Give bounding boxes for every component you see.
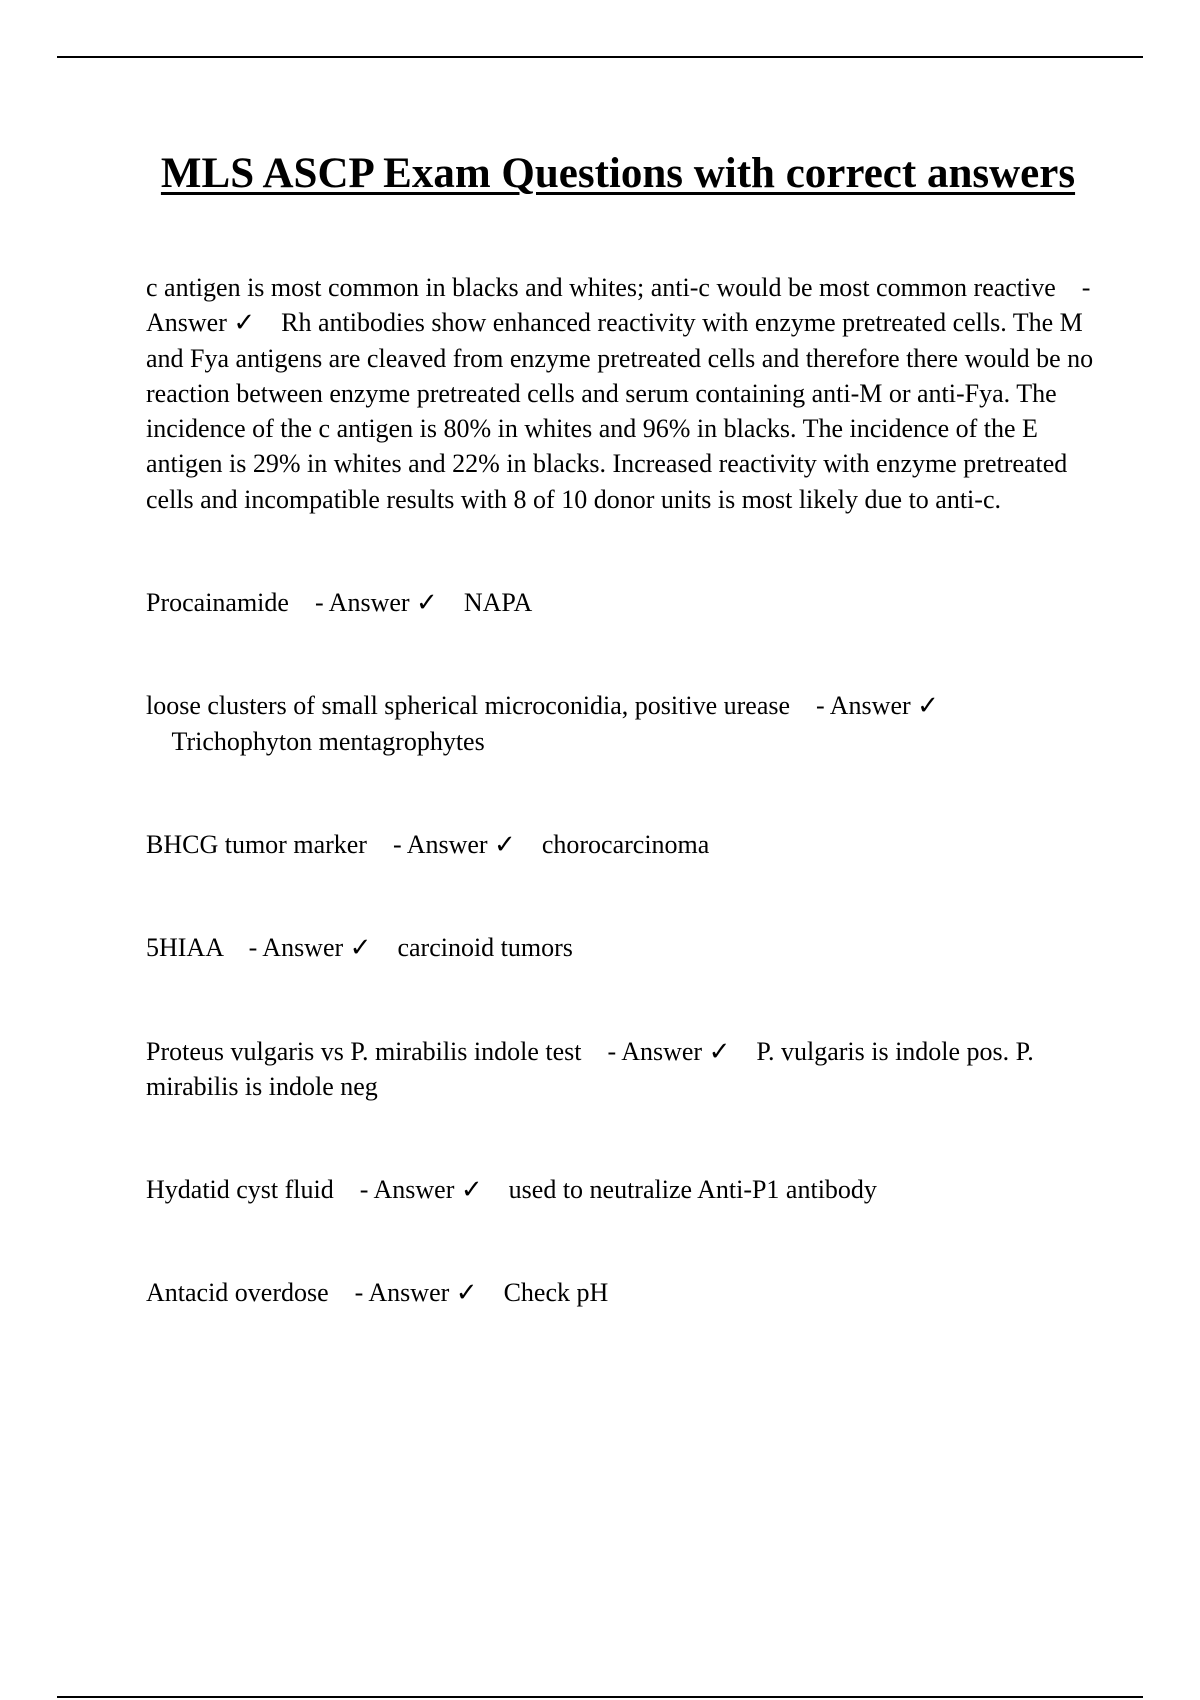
question-text: loose clusters of small spherical microconidia, positive urease	[146, 691, 791, 721]
question-text: 5HIAA	[146, 933, 223, 963]
answer-text: carcinoid tumors	[397, 933, 573, 963]
answer-marker: - Answer ✓	[314, 588, 438, 618]
question-text: Proteus vulgaris vs P. mirabilis indole test	[146, 1036, 582, 1066]
qa-item	[146, 585, 1096, 620]
qa-item	[146, 1275, 1096, 1310]
answer-marker: - Answer ✓	[392, 829, 516, 859]
answer-text: Rh antibodies show enhanced reactivity with enzyme pretreated cells. The M and Fya antigens are cleaved from enzyme pretreated cells and therefore there would be no reaction between enzyme pretreated cells and serum containing anti-M or anti-Fya. The incidence of the c antigen is 80% in whites and 96% in blacks. The incidence of the E antigen is 29% in whites and 22% in blacks. Increased reactivity with enzyme pretreated cells and incompatible results with 8 of 10 donor units is most likely due to anti-c.	[146, 308, 1094, 514]
answer-text: used to neutralize Anti-P1 antibody	[508, 1175, 877, 1205]
answer-marker: - Answer ✓	[359, 1175, 483, 1205]
answer-marker: - Answer ✓	[248, 933, 372, 963]
qa-item	[146, 930, 1096, 965]
qa-item	[146, 270, 1096, 517]
answer-text: chorocarcinoma	[541, 829, 710, 859]
question-text: c antigen is most common in blacks and whites; anti-c would be most common reactive	[146, 273, 1056, 302]
question-text: BHCG tumor marker	[146, 829, 367, 859]
answer-text: Trichophyton mentagrophytes	[171, 726, 485, 756]
answer-text: Check pH	[503, 1278, 609, 1308]
header-rule	[57, 56, 1143, 58]
answer-marker: - Answer ✓	[607, 1036, 731, 1066]
answer-marker: - Answer ✓	[816, 691, 939, 721]
qa-item	[146, 1172, 1096, 1207]
question-text: Antacid overdose	[146, 1278, 329, 1308]
qa-item	[146, 827, 1096, 862]
question-text: Hydatid cyst fluid	[146, 1175, 334, 1205]
page-title: MLS ASCP Exam Questions with correct answers	[160, 150, 1076, 197]
answer-marker: - Answer ✓	[146, 273, 1091, 338]
footer-rule	[57, 1696, 1143, 1698]
answer-marker: - Answer ✓	[354, 1278, 478, 1308]
qa-list	[146, 270, 1096, 1311]
qa-item	[146, 688, 1096, 759]
answer-text: P. vulgaris is indole pos. P. mirabilis is indole neg	[146, 1036, 1034, 1101]
answer-text: NAPA	[463, 588, 533, 618]
question-text: Procainamide	[146, 588, 289, 618]
qa-item	[146, 1034, 1096, 1105]
